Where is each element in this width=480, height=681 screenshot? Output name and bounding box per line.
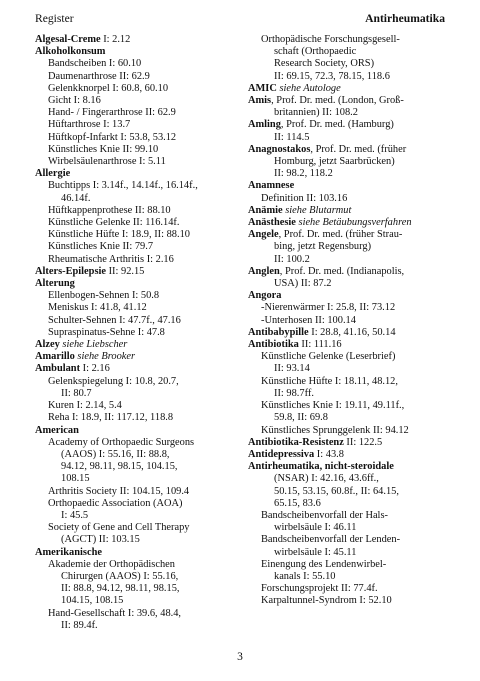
index-locator: Bandscheibenvorfall der Lenden- [261, 534, 401, 546]
index-cross-reference: siehe Blutarmut [282, 204, 352, 216]
index-line [35, 559, 235, 571]
index-line [248, 486, 448, 498]
index-term: Antidepressiva [248, 448, 315, 460]
index-locator: II: 111.16 [298, 339, 342, 351]
index-line [248, 290, 448, 302]
index-term: Alzey [35, 339, 60, 351]
index-cross-reference: siehe Brooker [74, 351, 136, 363]
index-locator: Schulter-Sehnen I: 47.7f., 47.16 [48, 314, 181, 326]
index-line [248, 58, 448, 70]
index-line [35, 412, 235, 424]
index-line [248, 34, 448, 46]
index-locator: Supraspinatus-Sehne I: 47.8 [48, 326, 165, 338]
index-line [248, 522, 448, 534]
index-line [35, 571, 235, 583]
index-line [35, 522, 235, 534]
index-line [35, 363, 235, 375]
index-line [248, 351, 448, 363]
index-line [35, 266, 235, 278]
index-line [35, 34, 235, 46]
index-locator: Society of Gene and Cell Therapy [48, 522, 190, 534]
index-locator: Homburg, jetzt Saarbrücken) [274, 156, 395, 168]
index-locator: II: 98.7ff. [274, 387, 314, 399]
index-locator: Hüftkopf-Infarkt I: 53.8, 53.12 [48, 131, 177, 143]
index-line [248, 412, 448, 424]
index-locator: wirbelsäule I: 45.11 [274, 546, 357, 558]
index-line [248, 46, 448, 58]
index-line [248, 571, 448, 583]
index-line [248, 583, 448, 595]
index-line [35, 437, 235, 449]
index-line [35, 388, 235, 400]
index-line [35, 58, 235, 70]
index-locator: I: 45.5 [61, 509, 89, 521]
index-line [248, 376, 448, 388]
index-line [248, 119, 448, 131]
index-locator: Gelenkspiegelung I: 10.8, 20.7, [48, 375, 179, 387]
index-locator: II: 114.5 [274, 131, 310, 143]
index-locator: 108.15 [61, 473, 90, 485]
index-line [248, 473, 448, 485]
index-line [248, 388, 448, 400]
index-line [35, 119, 235, 131]
index-line [248, 437, 448, 449]
index-line [248, 547, 448, 559]
index-locator: Orthopädische Forschungsgesell- [261, 34, 400, 45]
index-line [35, 180, 235, 192]
index-line [248, 595, 448, 607]
index-line [248, 266, 448, 278]
index-locator: Künstliches Knie II: 99.10 [48, 143, 159, 155]
header-right: Antirheumatika [365, 12, 445, 25]
index-locator: Daumenarthrose II: 62.9 [48, 70, 150, 82]
index-line [35, 608, 235, 620]
index-line [35, 205, 235, 217]
header-left: Register [35, 12, 74, 25]
index-locator: Ellenbogen-Sehnen I: 50.8 [48, 290, 160, 302]
index-locator: II: 89.4f. [61, 619, 98, 631]
index-line [35, 144, 235, 156]
index-locator: (AGCT) II: 103.15 [61, 534, 140, 546]
index-line [248, 278, 448, 290]
index-column-left [35, 34, 235, 632]
index-term: Alterung [35, 278, 75, 290]
index-term: Antirheumatika, nicht-steroidale [248, 461, 394, 473]
index-line [35, 547, 235, 559]
index-locator: Definition II: 103.16 [261, 192, 348, 204]
index-cross-reference: siehe Liebscher [59, 339, 128, 351]
index-locator: Academy of Orthopaedic Surgeons [48, 436, 195, 448]
index-locator: Chirurgen (AAOS) I: 55.16, [61, 570, 179, 582]
index-locator: 94.12, 98.11, 98.15, 104.15, [61, 461, 178, 473]
index-locator: 46.14f. [61, 192, 91, 204]
index-locator: Künstliche Hüfte I: 18.11, 48.12, [261, 375, 398, 387]
index-locator: , Prof. Dr. med. (früher [310, 143, 407, 155]
index-locator: , Prof. Dr. med. (früher Strau- [278, 229, 403, 241]
index-locator: (NSAR) I: 42.16, 43.6ff., [274, 473, 379, 485]
index-locator: Orthopaedic Association (AOA) [48, 497, 183, 509]
index-locator: II: 122.5 [343, 436, 383, 448]
index-cross-reference: siehe Autologe [276, 82, 341, 94]
index-line [248, 449, 448, 461]
index-line [248, 156, 448, 168]
index-line [35, 425, 235, 437]
index-line [248, 363, 448, 375]
index-locator: schaft (Orthopaedic [274, 46, 357, 58]
index-locator: Künstliches Knie I: 19.11, 49.11f., [261, 400, 405, 412]
index-line [35, 486, 235, 498]
index-line [248, 327, 448, 339]
index-locator: 50.15, 53.15, 60.8f., II: 64.15, [274, 485, 399, 497]
index-line [248, 510, 448, 522]
index-locator: Buchtipps I: 3.14f., 14.14f., 16.14f., [48, 180, 198, 192]
index-locator: , Prof. Dr. med. (Hamburg) [280, 119, 394, 131]
index-locator: Research Society, ORS) [274, 58, 375, 70]
index-locator: II: 98.2, 118.2 [274, 168, 333, 180]
index-line [35, 168, 235, 180]
index-term: Anamnese [248, 180, 295, 192]
index-locator: Hand- / Fingerarthrose II: 62.9 [48, 107, 176, 119]
index-line [35, 46, 235, 58]
index-locator: Arthritis Society II: 104.15, 109.4 [48, 485, 190, 497]
index-locator: Hüftarthrose I: 13.7 [48, 119, 131, 131]
index-line [35, 132, 235, 144]
index-locator: II: 100.2 [274, 253, 310, 265]
index-line [248, 132, 448, 144]
index-locator: Hand-Gesellschaft I: 39.6, 48.4, [48, 607, 182, 619]
index-line [35, 241, 235, 253]
index-line [35, 254, 235, 266]
index-locator: USA) II: 87.2 [274, 278, 332, 290]
index-line [248, 241, 448, 253]
index-term: Allergie [35, 168, 71, 180]
index-locator: -Unterhosen II: 100.14 [261, 314, 356, 326]
index-locator: Künstliche Gelenke II: 116.14f. [48, 217, 180, 229]
index-line [35, 83, 235, 95]
index-term: Amling [248, 119, 281, 131]
index-term: Antibiotika [248, 339, 299, 351]
index-locator: Reha I: 18.9, II: 117.12, 118.8 [48, 412, 174, 424]
index-locator: bing, jetzt Regensburg) [274, 241, 372, 253]
index-locator: , Prof. Dr. med. (Indianapolis, [279, 265, 405, 277]
index-locator: Forschungsprojekt II: 77.4f. [261, 583, 378, 595]
index-line [248, 425, 448, 437]
index-line [35, 400, 235, 412]
index-locator: Kuren I: 2.14, 5.4 [48, 400, 122, 412]
index-locator: (AAOS) I: 55.16, II: 88.8, [61, 448, 170, 460]
index-term: Amerikanische [35, 546, 102, 558]
index-locator: 104.15, 108.15 [61, 595, 124, 607]
index-line [35, 583, 235, 595]
index-locator: Karpaltunnel-Syndrom I: 52.10 [261, 595, 392, 607]
index-line [248, 83, 448, 95]
index-line [35, 461, 235, 473]
index-locator: 65.15, 83.6 [274, 497, 321, 509]
index-line [248, 168, 448, 180]
index-line [35, 315, 235, 327]
index-locator: Künstliches Sprunggelenk II: 94.12 [261, 424, 409, 436]
index-term: Anagnostakos [248, 143, 311, 155]
index-line [35, 278, 235, 290]
index-term: Antibabypille [248, 326, 309, 338]
index-locator: -Nierenwärmer I: 25.8, II: 73.12 [261, 302, 396, 314]
index-line [35, 95, 235, 107]
page-header [35, 12, 445, 28]
index-line [35, 498, 235, 510]
index-line [248, 254, 448, 266]
index-line [35, 217, 235, 229]
index-term: AMIC [248, 82, 277, 94]
index-term: Anglen [248, 265, 280, 277]
index-term: Alkoholkonsum [35, 46, 106, 58]
index-locator: Akademie der Orthopädischen [48, 558, 175, 570]
index-line [35, 339, 235, 351]
index-locator: Hüftkappenprothese II: 88.10 [48, 204, 171, 216]
index-cross-reference: siehe Betäubungsverfahren [295, 217, 412, 229]
index-line [35, 534, 235, 546]
index-locator: II: 69.15, 72.3, 78.15, 118.6 [274, 70, 390, 82]
index-line [248, 71, 448, 83]
index-locator: wirbelsäule I: 46.11 [274, 522, 357, 534]
index-term: Ambulant [35, 363, 81, 375]
index-line [248, 193, 448, 205]
index-line [35, 351, 235, 363]
index-locator: 59.8, II: 69.8 [274, 412, 328, 424]
index-term: Anästhesie [248, 217, 296, 229]
page-number: 3 [237, 651, 243, 663]
index-line [248, 302, 448, 314]
index-locator: Gicht I: 8.16 [48, 95, 101, 107]
index-line [248, 107, 448, 119]
index-line [248, 339, 448, 351]
index-line [248, 217, 448, 229]
index-term: Amarillo [35, 351, 75, 363]
index-locator: II: 93.14 [274, 363, 310, 375]
index-line [35, 156, 235, 168]
index-line [35, 302, 235, 314]
index-locator: I: 2.16 [80, 363, 110, 375]
index-line [35, 290, 235, 302]
index-term: Anämie [248, 204, 283, 216]
index-line [35, 473, 235, 485]
index-locator: I: 2.12 [100, 34, 131, 45]
index-locator: II: 92.15 [106, 265, 145, 277]
index-locator: kanals I: 55.10 [274, 570, 336, 582]
index-locator: britannien) II: 108.2 [274, 107, 358, 119]
index-line [248, 315, 448, 327]
index-line [248, 205, 448, 217]
index-line [248, 229, 448, 241]
index-locator: Gelenkknorpel I: 60.8, 60.10 [48, 82, 169, 94]
index-locator: , Prof. Dr. med. (London, Groß- [271, 95, 404, 107]
index-line [35, 193, 235, 205]
index-locator: Künstliche Hüfte I: 18.9, II: 88.10 [48, 229, 190, 241]
index-locator: Bandscheiben I: 60.10 [48, 58, 142, 70]
index-term: Angora [248, 290, 282, 302]
index-locator: II: 80.7 [61, 387, 92, 399]
index-term: Alters-Epilepsie [35, 265, 106, 277]
index-term: Algesal-Creme [35, 34, 101, 45]
index-line [35, 71, 235, 83]
index-locator: Künstliche Gelenke (Leserbrief) [261, 351, 396, 363]
index-locator: I: 43.8 [314, 448, 344, 460]
index-locator: II: 88.8, 94.12, 98.11, 98.15, [61, 583, 180, 595]
index-line [248, 144, 448, 156]
index-line [248, 498, 448, 510]
index-term: Angele [248, 229, 279, 241]
index-column-right [248, 34, 448, 608]
index-line [35, 229, 235, 241]
index-line [248, 534, 448, 546]
index-term: Antibiotika-Resistenz [248, 436, 344, 448]
index-line [248, 180, 448, 192]
index-line [248, 400, 448, 412]
index-term: American [35, 424, 79, 436]
index-locator: Meniskus I: 41.8, 41.12 [48, 302, 147, 314]
index-line [35, 510, 235, 522]
index-line [35, 327, 235, 339]
index-locator: I: 28.8, 41.16, 50.14 [308, 326, 396, 338]
index-line [248, 559, 448, 571]
index-locator: Einengung des Lendenwirbel- [261, 558, 387, 570]
index-line [35, 107, 235, 119]
index-term: Amis [248, 95, 272, 107]
index-locator: Künstliches Knie II: 79.7 [48, 241, 154, 253]
index-locator: Rheumatische Arthritis I: 2.16 [48, 253, 174, 265]
index-line [35, 620, 235, 632]
index-line [35, 376, 235, 388]
index-locator: Wirbelsäulenarthrose I: 5.11 [48, 156, 166, 168]
index-line [35, 595, 235, 607]
index-line [35, 449, 235, 461]
index-line [248, 95, 448, 107]
index-locator: Bandscheibenvorfall der Hals- [261, 509, 388, 521]
index-line [248, 461, 448, 473]
